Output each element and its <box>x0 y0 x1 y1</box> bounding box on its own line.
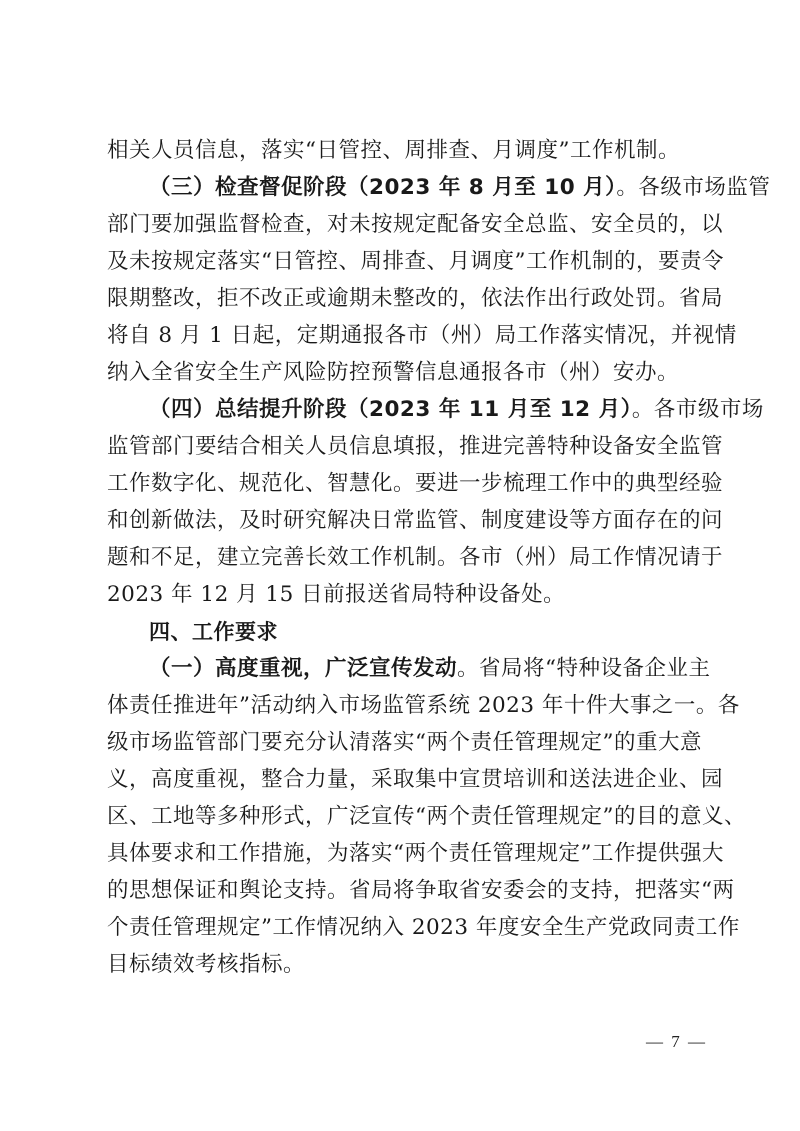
line-text: 。各市级市场 <box>631 397 764 422</box>
paragraph-line <box>107 873 735 909</box>
paragraph-line <box>107 503 724 539</box>
line-text: 和创新做法，及时研究解决日常监管、制度建设等方面存在的问 <box>107 508 724 533</box>
line-text: 级市场监管部门要充分认清落实“两个责任管理规定”的重大意 <box>107 730 702 755</box>
paragraph-line <box>107 466 724 502</box>
line-text: 个责任管理规定”工作情况纳入 2023 年度安全生产党政同责工作 <box>107 915 740 940</box>
subsection-title-1: （一）高度重视，广泛宣传发动 <box>149 656 458 681</box>
line-text: 目标绩效考核指标。 <box>107 952 306 977</box>
line-text: 将自 8 月 1 日起，定期通报各市（州）局工作落实情况，并视情 <box>107 323 737 348</box>
paragraph-line <box>107 725 702 761</box>
paragraph-line <box>107 540 724 576</box>
paragraph-line <box>107 688 740 724</box>
paragraph-line <box>107 762 724 798</box>
paragraph-line <box>107 577 695 613</box>
paragraph-line <box>107 281 724 317</box>
paragraph-line <box>107 207 724 243</box>
page-number: — 7 — <box>646 1032 707 1051</box>
line-text: 相关人员信息，落实“日管控、周排查、月调度”工作机制。 <box>107 138 680 163</box>
subsection-title-3: （三）检查督促阶段（2023 年 8 月至 10 月） <box>149 175 617 200</box>
section-heading-line <box>149 651 711 687</box>
line-text: 2023 年 12 月 15 日前报送省局特种设备处。 <box>107 582 566 607</box>
section-heading-line <box>149 392 764 428</box>
paragraph-line <box>107 910 740 946</box>
line-text: 的思想保证和舆论支持。省局将争取省安委会的支持，把落实“两 <box>107 878 735 903</box>
line-text: 体责任推进年”活动纳入市场监管系统 2023 年十件大事之一。各 <box>107 693 740 718</box>
paragraph-line <box>107 429 724 465</box>
line-text: 及未按规定落实“日管控、周排查、月调度”工作机制的，要责令 <box>107 249 724 274</box>
subsection-title-4: （四）总结提升阶段（2023 年 11 月至 12 月） <box>149 397 632 422</box>
line-text: 纳入全省安全生产风险防控预警信息通报各市（州）安办。 <box>107 360 680 385</box>
line-text: 监管部门要结合相关人员信息填报，推进完善特种设备安全监管 <box>107 434 724 459</box>
paragraph-line <box>107 133 695 169</box>
paragraph-line <box>107 244 724 280</box>
line-text: 具体要求和工作措施，为落实“两个责任管理规定”工作提供强大 <box>107 841 724 866</box>
line-text: 部门要加强监督检查，对未按规定配备安全总监、安全员的，以 <box>107 212 724 237</box>
paragraph-line <box>107 355 695 391</box>
paragraph-line <box>107 799 746 835</box>
line-text: 工作数字化、规范化、智慧化。要进一步梳理工作中的典型经验 <box>107 471 724 496</box>
section-heading-line <box>149 170 771 206</box>
line-text: 区、工地等多种形式，广泛宣传“两个责任管理规定”的目的意义、 <box>107 804 746 829</box>
section-title-4: 四、工作要求 <box>149 620 278 644</box>
paragraph-line <box>107 318 737 354</box>
line-text: 限期整改，拒不改正或逾期未整改的，依法作出行政处罚。省局 <box>107 286 724 311</box>
paragraph-line <box>107 836 724 872</box>
paragraph-line <box>107 947 695 983</box>
section-heading <box>149 614 695 650</box>
line-text: 。省局将“特种设备企业主 <box>457 656 711 681</box>
line-text: 题和不足，建立完善长效工作机制。各市（州）局工作情况请于 <box>107 545 724 570</box>
line-text: 义，高度重视，整合力量，采取集中宣贯培训和送法进企业、园 <box>107 767 724 792</box>
line-text: 。各级市场监管 <box>616 175 771 200</box>
